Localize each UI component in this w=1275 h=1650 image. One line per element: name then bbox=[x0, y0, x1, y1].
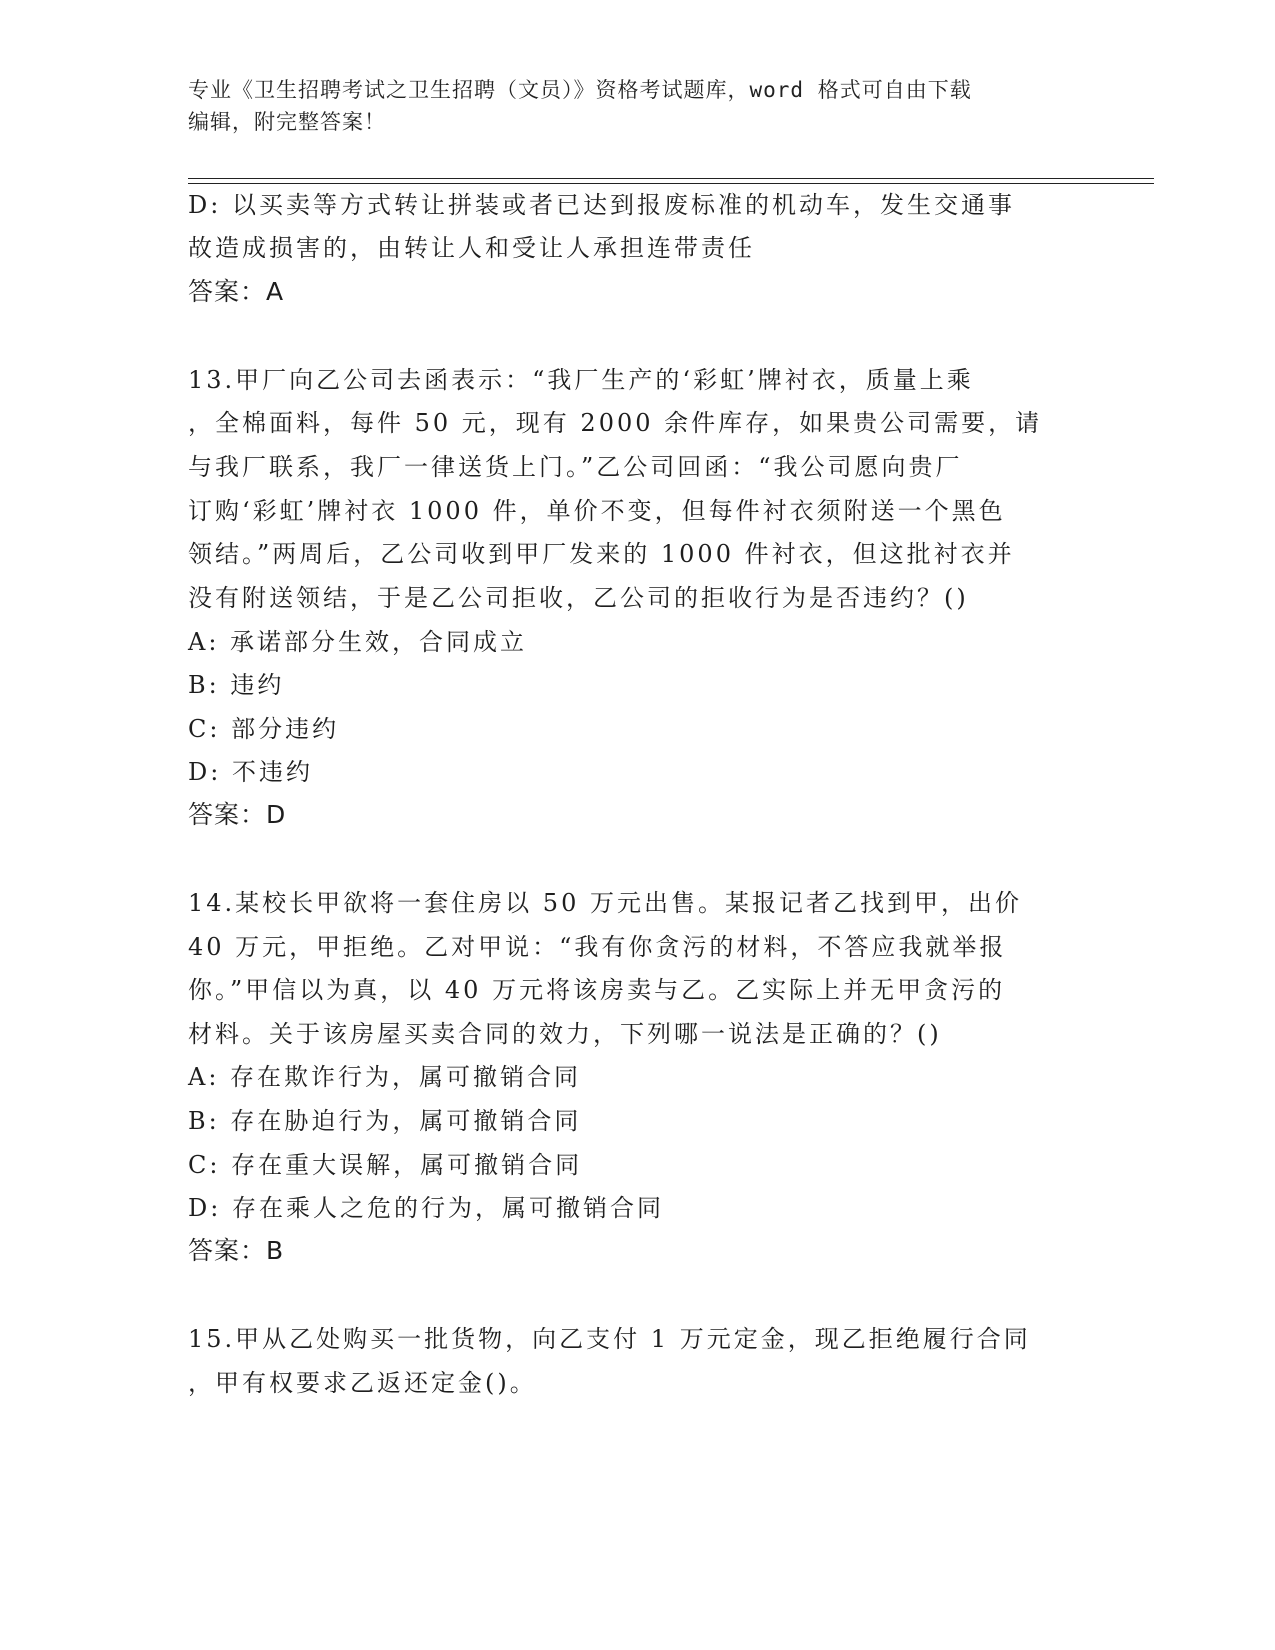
q14-stem-line-2: 40 万元，甲拒绝。乙对甲说：“我有你贪污的材料，不答应我就举报 bbox=[188, 933, 1007, 961]
q12-answer: 答案：A bbox=[188, 277, 285, 306]
header-divider-bottom bbox=[188, 183, 1154, 184]
q14-option-a: A: 存在欺诈行为，属可撤销合同 bbox=[188, 1063, 582, 1091]
q13-option-c: C: 部分违约 bbox=[188, 715, 340, 743]
header-divider-top bbox=[188, 178, 1154, 179]
q13-stem-line-6: 没有附送领结，于是乙公司拒收，乙公司的拒收行为是否违约？() bbox=[188, 584, 969, 612]
q13-option-a: A: 承诺部分生效，合同成立 bbox=[188, 628, 528, 656]
q14-stem-line-3: 你。”甲信以为真，以 40 万元将该房卖与乙。乙实际上并无甲贪污的 bbox=[188, 976, 1006, 1004]
q15-stem-line-2: ，甲有权要求乙返还定金()。 bbox=[188, 1369, 537, 1397]
q13-stem-line-2: ，全棉面料，每件 50 元，现有 2000 余件库存，如果贵公司需要，请 bbox=[188, 409, 1043, 437]
q14-stem-line-4: 材料。关于该房屋买卖合同的效力，下列哪一说法是正确的？() bbox=[188, 1020, 942, 1048]
q12-option-d-line-1: D: 以买卖等方式转让拼装或者已达到报废标准的机动车，发生交通事 bbox=[188, 191, 1015, 219]
q12-option-d-line-2: 故造成损害的，由转让人和受让人承担连带责任 bbox=[188, 234, 755, 262]
q14-option-c: C: 存在重大误解，属可撤销合同 bbox=[188, 1151, 583, 1179]
q13-option-b: B: 违约 bbox=[188, 671, 285, 699]
q13-stem-line-3: 与我厂联系，我厂一律送货上门。”乙公司回函：“我公司愿向贵厂 bbox=[188, 453, 963, 481]
q14-answer: 答案：B bbox=[188, 1236, 285, 1265]
q14-option-d: D: 存在乘人之危的行为，属可撤销合同 bbox=[188, 1194, 664, 1222]
q14-option-b: B: 存在胁迫行为，属可撤销合同 bbox=[188, 1107, 582, 1135]
q13-stem-line-1: 13.甲厂向乙公司去函表示：“我厂生产的‘彩虹’牌衬衣，质量上乘 bbox=[188, 366, 974, 394]
header-line-1: 专业《卫生招聘考试之卫生招聘（文员）》资格考试题库，word 格式可自由下载 bbox=[188, 78, 972, 102]
q13-stem-line-5: 领结。”两周后，乙公司收到甲厂发来的 1000 件衬衣，但这批衬衣并 bbox=[188, 540, 1015, 568]
q13-answer: 答案：D bbox=[188, 800, 287, 829]
q14-stem-line-1: 14.某校长甲欲将一套住房以 50 万元出售。某报记者乙找到甲，出价 bbox=[188, 889, 1022, 917]
q13-option-d: D: 不违约 bbox=[188, 758, 313, 786]
q13-stem-line-4: 订购‘彩虹’牌衬衣 1000 件，单价不变，但每件衬衣须附送一个黑色 bbox=[188, 497, 1006, 525]
q15-stem-line-1: 15.甲从乙处购买一批货物，向乙支付 1 万元定金，现乙拒绝履行合同 bbox=[188, 1325, 1031, 1353]
document-header bbox=[188, 74, 1088, 138]
header-line-2: 编辑，附完整答案！ bbox=[188, 110, 386, 134]
